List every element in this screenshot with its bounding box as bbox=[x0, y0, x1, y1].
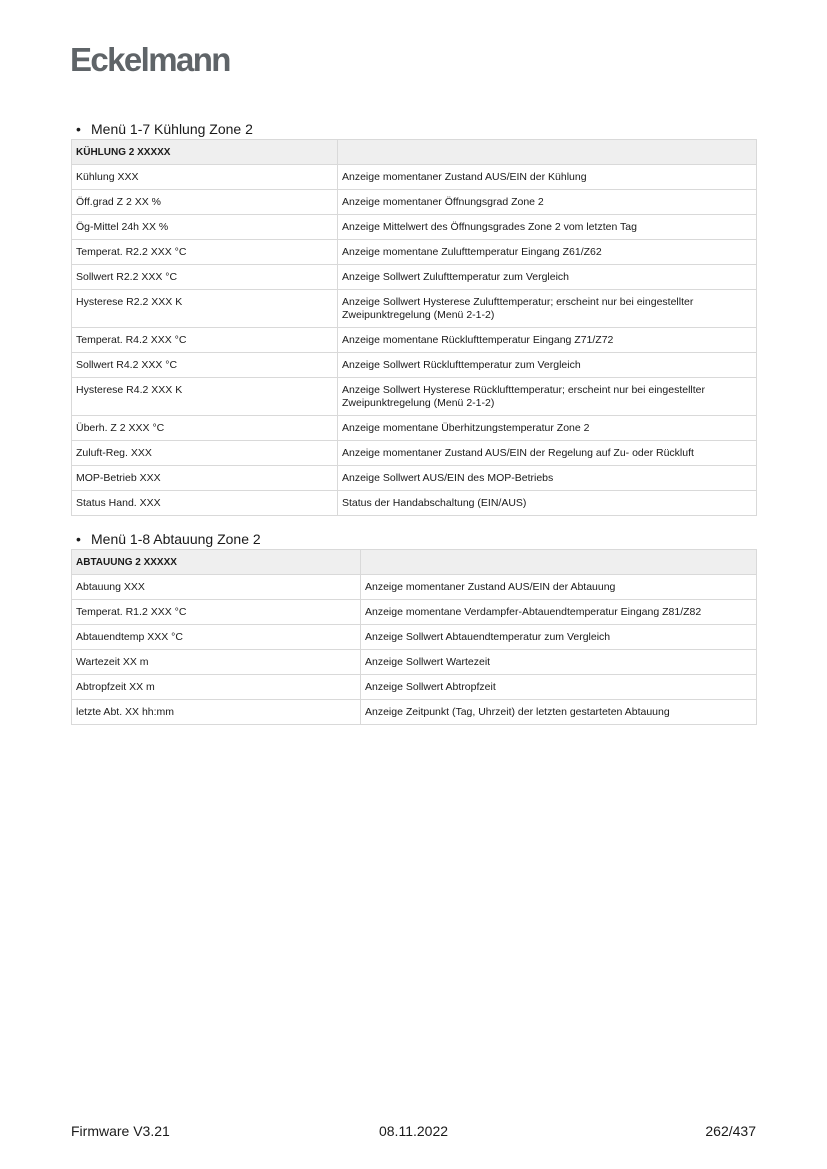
parameter-cell: Status Hand. XXX bbox=[72, 491, 338, 516]
description-cell: Anzeige Sollwert Abtauendtemperatur zum Vergleich bbox=[361, 625, 757, 650]
parameter-cell: Kühlung XXX bbox=[72, 165, 338, 190]
parameter-cell: MOP-Betrieb XXX bbox=[72, 466, 338, 491]
table-header-cell: KÜHLUNG 2 XXXXX bbox=[72, 140, 338, 165]
table-row bbox=[72, 290, 757, 328]
description-cell: Anzeige Sollwert Hysterese Zulufttemperatur; erscheint nur bei eingestellter Zweipunktregelung (Menü 2-1-2) bbox=[338, 290, 757, 328]
table-row bbox=[72, 600, 757, 625]
abtauung-table-body bbox=[72, 575, 757, 725]
table-header-row bbox=[72, 550, 757, 575]
description-cell: Anzeige Sollwert Rücklufttemperatur zum Vergleich bbox=[338, 353, 757, 378]
table-row bbox=[72, 625, 757, 650]
table-row bbox=[72, 466, 757, 491]
table-row bbox=[72, 675, 757, 700]
description-cell: Anzeige Sollwert Zulufttemperatur zum Vergleich bbox=[338, 265, 757, 290]
description-cell: Anzeige Mittelwert des Öffnungsgrades Zone 2 vom letzten Tag bbox=[338, 215, 757, 240]
parameter-cell: Temperat. R2.2 XXX °C bbox=[72, 240, 338, 265]
table-row bbox=[72, 265, 757, 290]
parameter-cell: Temperat. R1.2 XXX °C bbox=[72, 600, 361, 625]
parameter-cell: Temperat. R4.2 XXX °C bbox=[72, 328, 338, 353]
footer-page-number: 262/437 bbox=[705, 1123, 756, 1139]
description-cell: Status der Handabschaltung (EIN/AUS) bbox=[338, 491, 757, 516]
description-cell: Anzeige momentaner Zustand AUS/EIN der Regelung auf Zu- oder Rückluft bbox=[338, 441, 757, 466]
description-cell: Anzeige momentaner Zustand AUS/EIN der Abtauung bbox=[361, 575, 757, 600]
table-row bbox=[72, 491, 757, 516]
table-row bbox=[72, 441, 757, 466]
table-row bbox=[72, 190, 757, 215]
description-cell: Anzeige Sollwert Wartezeit bbox=[361, 650, 757, 675]
table-row bbox=[72, 353, 757, 378]
parameter-cell: Abtropfzeit XX m bbox=[72, 675, 361, 700]
table-row bbox=[72, 378, 757, 416]
parameter-cell: Hysterese R4.2 XXX K bbox=[72, 378, 338, 416]
parameter-cell: Wartezeit XX m bbox=[72, 650, 361, 675]
kuehlung-table-body bbox=[72, 165, 757, 516]
footer-date: 08.11.2022 bbox=[378, 1123, 449, 1139]
table-header-row bbox=[72, 140, 757, 165]
table-row bbox=[72, 575, 757, 600]
description-cell: Anzeige momentane Verdampfer-Abtauendtemperatur Eingang Z81/Z82 bbox=[361, 600, 757, 625]
parameter-cell: Abtauung XXX bbox=[72, 575, 361, 600]
table-row bbox=[72, 215, 757, 240]
description-cell: Anzeige momentaner Öffnungsgrad Zone 2 bbox=[338, 190, 757, 215]
description-cell: Anzeige momentane Rücklufttemperatur Eingang Z71/Z72 bbox=[338, 328, 757, 353]
footer-firmware: Firmware V3.21 bbox=[71, 1123, 170, 1139]
bullet-icon: • bbox=[76, 531, 81, 547]
parameter-cell: Sollwert R4.2 XXX °C bbox=[72, 353, 338, 378]
parameter-cell: Öff.grad Z 2 XX % bbox=[72, 190, 338, 215]
description-cell: Anzeige Sollwert Abtropfzeit bbox=[361, 675, 757, 700]
table-row bbox=[72, 165, 757, 190]
description-cell: Anzeige momentane Überhitzungstemperatur Zone 2 bbox=[338, 416, 757, 441]
parameter-cell: Ög-Mittel 24h XX % bbox=[72, 215, 338, 240]
parameter-cell: Überh. Z 2 XXX °C bbox=[72, 416, 338, 441]
table-row bbox=[72, 700, 757, 725]
company-logo: Eckelmann bbox=[70, 41, 230, 78]
table-header-cell-empty bbox=[361, 550, 757, 575]
description-cell: Anzeige momentane Zulufttemperatur Eingang Z61/Z62 bbox=[338, 240, 757, 265]
section-heading-text: Menü 1-8 Abtauung Zone 2 bbox=[91, 531, 261, 547]
description-cell: Anzeige Sollwert Hysterese Rücklufttemperatur; erscheint nur bei eingestellter Zweipunktregelung (Menü 2-1-2) bbox=[338, 378, 757, 416]
parameter-cell: Abtauendtemp XXX °C bbox=[72, 625, 361, 650]
table-row bbox=[72, 650, 757, 675]
parameter-cell: letzte Abt. XX hh:mm bbox=[72, 700, 361, 725]
section-heading-text: Menü 1-7 Kühlung Zone 2 bbox=[91, 121, 253, 137]
description-cell: Anzeige Sollwert AUS/EIN des MOP-Betriebs bbox=[338, 466, 757, 491]
table-row bbox=[72, 328, 757, 353]
abtauung-table bbox=[71, 549, 757, 725]
table-header-cell-empty bbox=[338, 140, 757, 165]
parameter-cell: Zuluft-Reg. XXX bbox=[72, 441, 338, 466]
description-cell: Anzeige Zeitpunkt (Tag, Uhrzeit) der letzten gestarteten Abtauung bbox=[361, 700, 757, 725]
description-cell: Anzeige momentaner Zustand AUS/EIN der Kühlung bbox=[338, 165, 757, 190]
parameter-cell: Hysterese R2.2 XXX K bbox=[72, 290, 338, 328]
table-row bbox=[72, 416, 757, 441]
bullet-icon: • bbox=[76, 121, 81, 137]
kuehlung-table bbox=[71, 139, 757, 516]
table-header-cell: ABTAUUNG 2 XXXXX bbox=[72, 550, 361, 575]
section-heading-kuehlung bbox=[76, 120, 253, 138]
table-row bbox=[72, 240, 757, 265]
section-heading-abtauung bbox=[76, 530, 261, 548]
parameter-cell: Sollwert R2.2 XXX °C bbox=[72, 265, 338, 290]
